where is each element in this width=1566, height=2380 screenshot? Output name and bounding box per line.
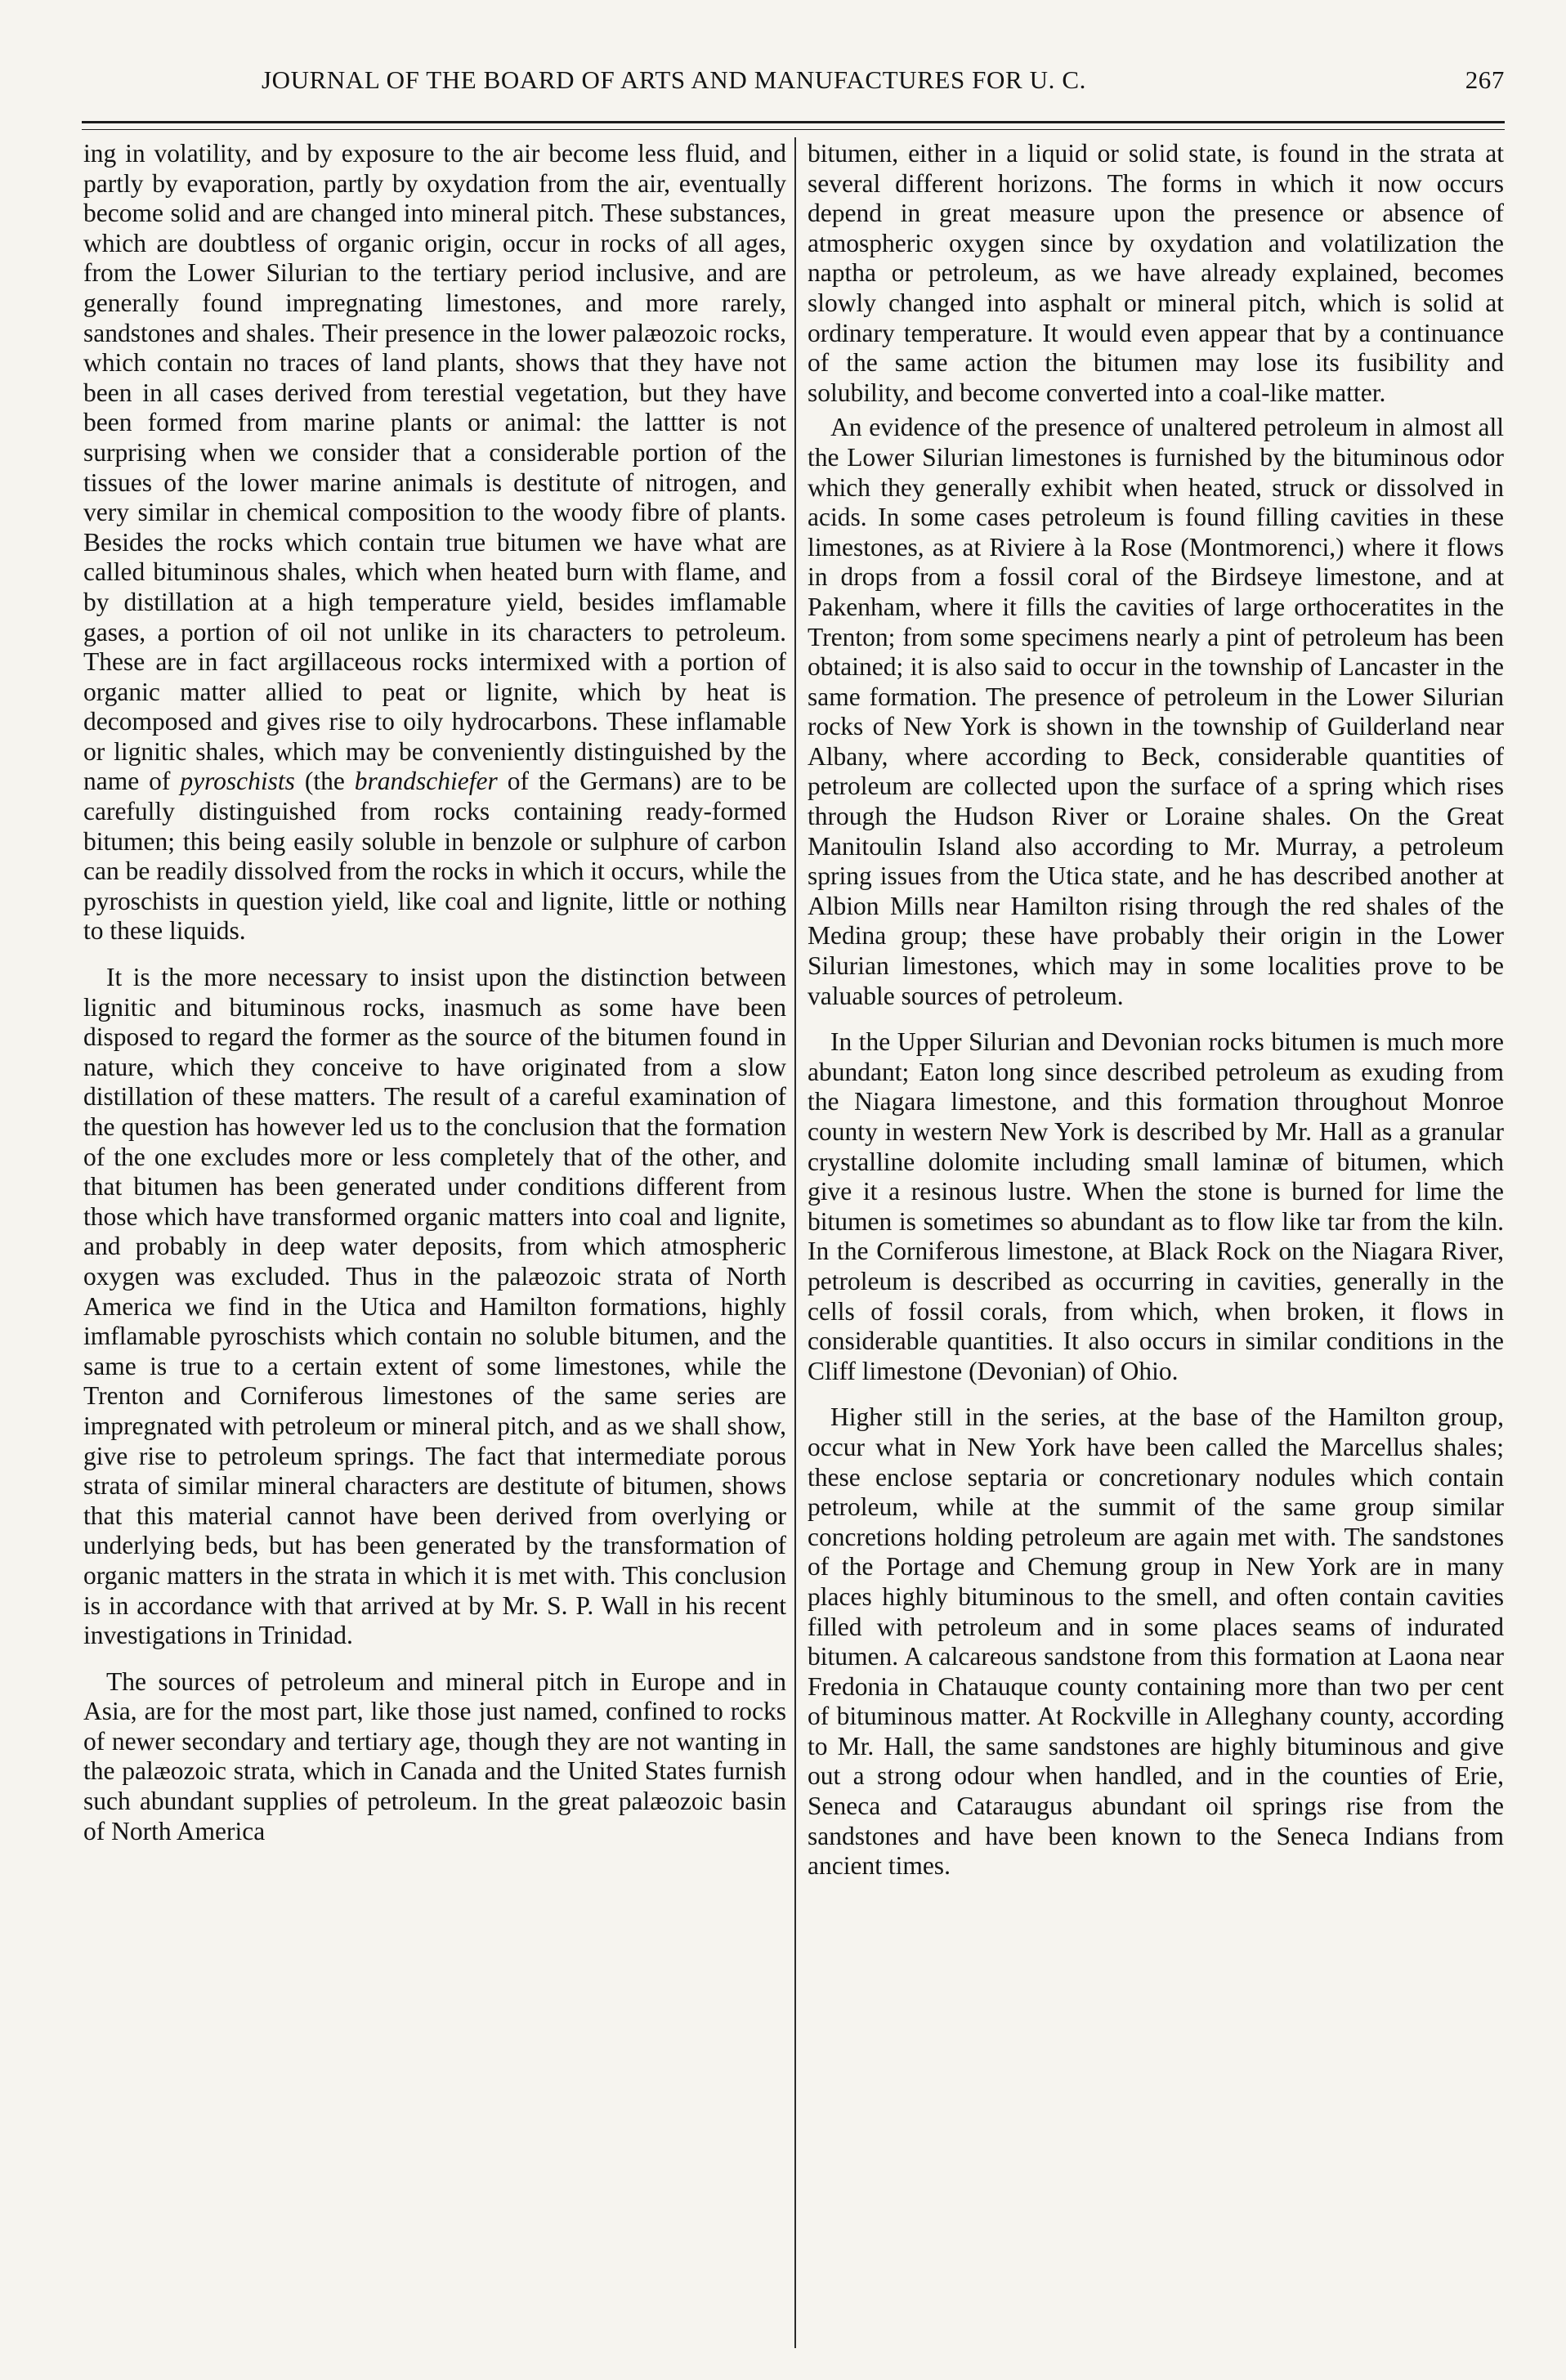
left-paragraph-1-text: ing in volatility, and by exposure to the air become less fluid, and partly by evaporation, partly by oxydation from the air, eventually become solid and are changed into mineral pitch. These substances, which are doubtless of organic origin, occur in rocks of all ages, from the Lower Silurian to the tertiary period inclusive, and are generally found impregnating limestones, and more rarely, sandstones and shales. Their presence in the lower palæozoic rocks, which contain no traces of land plants, shows that they have not been in all cases derived from terestial vegetation, but they have been formed from marine plants or animal: the lattter is not surprising when we consider that a considerable portion of the tissues of the lower marine animals is destitute of nitrogen, and very similar in chemical composition to the woody fibre of plants. Besides the rocks which contain true bitumen we have what are called bituminous shales, which when heated burn with flame, and by distillation at a high temperature yield, besides imflamable gases, a portion of oil not unlike in its characters to petroleum. These are in fact argillaceous rocks intermixed with a portion of organic matter allied to peat or lignite, which by heat is decomposed and gives rise to oily hydrocarbons. These inflamable or lignitic shales, which may be conveniently distinguished by the name of [83,139,786,796]
page-number: 267 [1465,65,1505,94]
right-paragraph-3: In the Upper Silurian and Devonian rocks bitumen is much more abundant; Eaton long since described petroleum as exuding from the Niagara limestone, and this formation throughout Monroe county in western New York is described by Mr. Hall as a granular crystalline dolomite including small laminæ of bitumen, which give it a resinous lustre. When the stone is burned for lime the bitumen is sometimes so abundant as to flow like tar from the kiln. In the Corniferous limestone, at Black Rock on the Niagara River, petroleum is described as occurring in cavities, generally in the cells of fossil corals, from which, when broken, it flows in considerable quantities. It also occurs in similar conditions in the Cliff limestone (Devonian) of Ohio. [808,1027,1504,1385]
left-paragraph-2: It is the more necessary to insist upon the distinction between lignitic and bituminous rocks, inasmuch as some have been disposed to regard the former as the source of the bitumen found in nature, which they conceive to have originated from a slow distillation of these matters. The result of a careful examination of the question has however led us to the conclusion that the formation of the one excludes more or less completely that of the other, and that bitumen has been generated under conditions different from those which have transformed organic matters into coal and lignite, and probably in deep water deposits, from which atmospheric oxygen was excluded. Thus in the palæozoic strata of North America we find in the Utica and Hamilton formations, highly imflamable pyroschists which contain no soluble bitumen, and the same is true to a certain extent of some limestones, while the Trenton and Corniferous limestones of the same series are impregnated with petroleum or mineral pitch, and as we shall show, give rise to petroleum springs. The fact that intermediate porous strata of similar mineral characters are destitute of bitumen, shows that this material cannot have been derived from overlying or underlying beds, but has been generated by the transformation of organic matters in the strata in which it is met with. This conclusion is in accordance with that arrived at by Mr. S. P. Wall in his recent investigations in Trinidad. [83,963,786,1650]
header-rule [82,121,1505,130]
left-paragraph-1-mid: (the [294,767,355,796]
right-column [808,139,1504,2354]
term-brandschiefer: brandschiefer [354,767,498,796]
right-paragraph-1: bitumen, either in a liquid or solid state, is found in the strata at several different horizons. The forms in which it now occurs depend in great measure upon the presence or absence of atmospheric oxygen since by oxydation and volatilization the naptha or petroleum, as we have already explained, becomes slowly changed into asphalt or mineral pitch, which is solid at ordinary temperature. It would even appear that by a continuance of the same action the bitumen may lose its fusibility and solubility, and become converted into a coal-like matter. [808,139,1504,407]
left-column [83,139,786,2354]
left-paragraph-3: The sources of petroleum and mineral pitch in Europe and in Asia, are for the most part, like those just named, confined to rocks of newer secondary and tertiary age, though they are not wanting in the palæozoic strata, which in Canada and the United States furnish such abundant supplies of petroleum. In the great palæozoic basin of North America [83,1666,786,1845]
column-divider [794,137,796,2348]
journal-title: JOURNAL OF THE BOARD OF ARTS AND MANUFACTURES FOR U. C. [262,65,1086,94]
left-paragraph-1 [83,139,786,946]
right-paragraph-4: Higher still in the series, at the base of the Hamilton group, occur what in New York have been called the Marcellus shales; these enclose septaria or concretionary nodules which contain petroleum, while at the summit of the same group similar concretions holding petroleum are again met with. The sandstones of the Portage and Chemung group in New York are in many places highly bituminous to the smell, and often contain cavities filled with petroleum and in some places seams of indurated bitumen. A calcareous sandstone from this formation at Laona near Fredonia in Chatauque county containing more than two per cent of bituminous matter. At Rockville in Alleghany county, according to Mr. Hall, the same sandstones are highly bituminous and give out a strong odour when handled, and in the counties of Erie, Seneca and Cataraugus abundant oil springs rise from the sandstones and have been known to the Seneca Indians from ancient times. [808,1402,1504,1881]
running-head [82,65,1505,114]
term-pyroschists: pyroschists [180,767,295,796]
right-paragraph-2: An evidence of the presence of unaltered petroleum in almost all the Lower Silurian limestones is furnished by the bituminous odor which they generally exhibit when heated, struck or dissolved in acids. In some cases petroleum is found filling cavities in these limestones, as at Riviere à la Rose (Montmorenci,) where it flows in drops from a fossil coral of the Birdseye limestone, and at Pakenham, where it fills the cavities of large orthoceratites in the Trenton; from some specimens nearly a pint of petroleum has been obtained; it is also said to occur in the township of Lancaster in the same formation. The presence of petroleum in the Lower Silurian rocks of New York is shown in the township of Guilderland near Albany, where according to Beck, considerable quantities of petroleum are collected upon the surface of a spring which rises through the Hudson River or Loraine shales. On the Great Manitoulin Island also according to Mr. Murray, a petroleum spring issues from the Utica state, and he has described another at Albion Mills near Hamilton rising through the red shales of the Medina group; these have probably their origin in the Lower Silurian limestones, which may in some localities prove to be valuable sources of petroleum. [808,413,1504,1010]
left-paragraph-1-end: of the Germans) are to be carefully distinguished from rocks containing ready-formed bitumen; this being easily soluble in benzole or sulphure of carbon can be readily dissolved from the rocks in which it occurs, while the pyroschists in question yield, like coal and lignite, little or nothing to these liquids. [83,767,786,946]
